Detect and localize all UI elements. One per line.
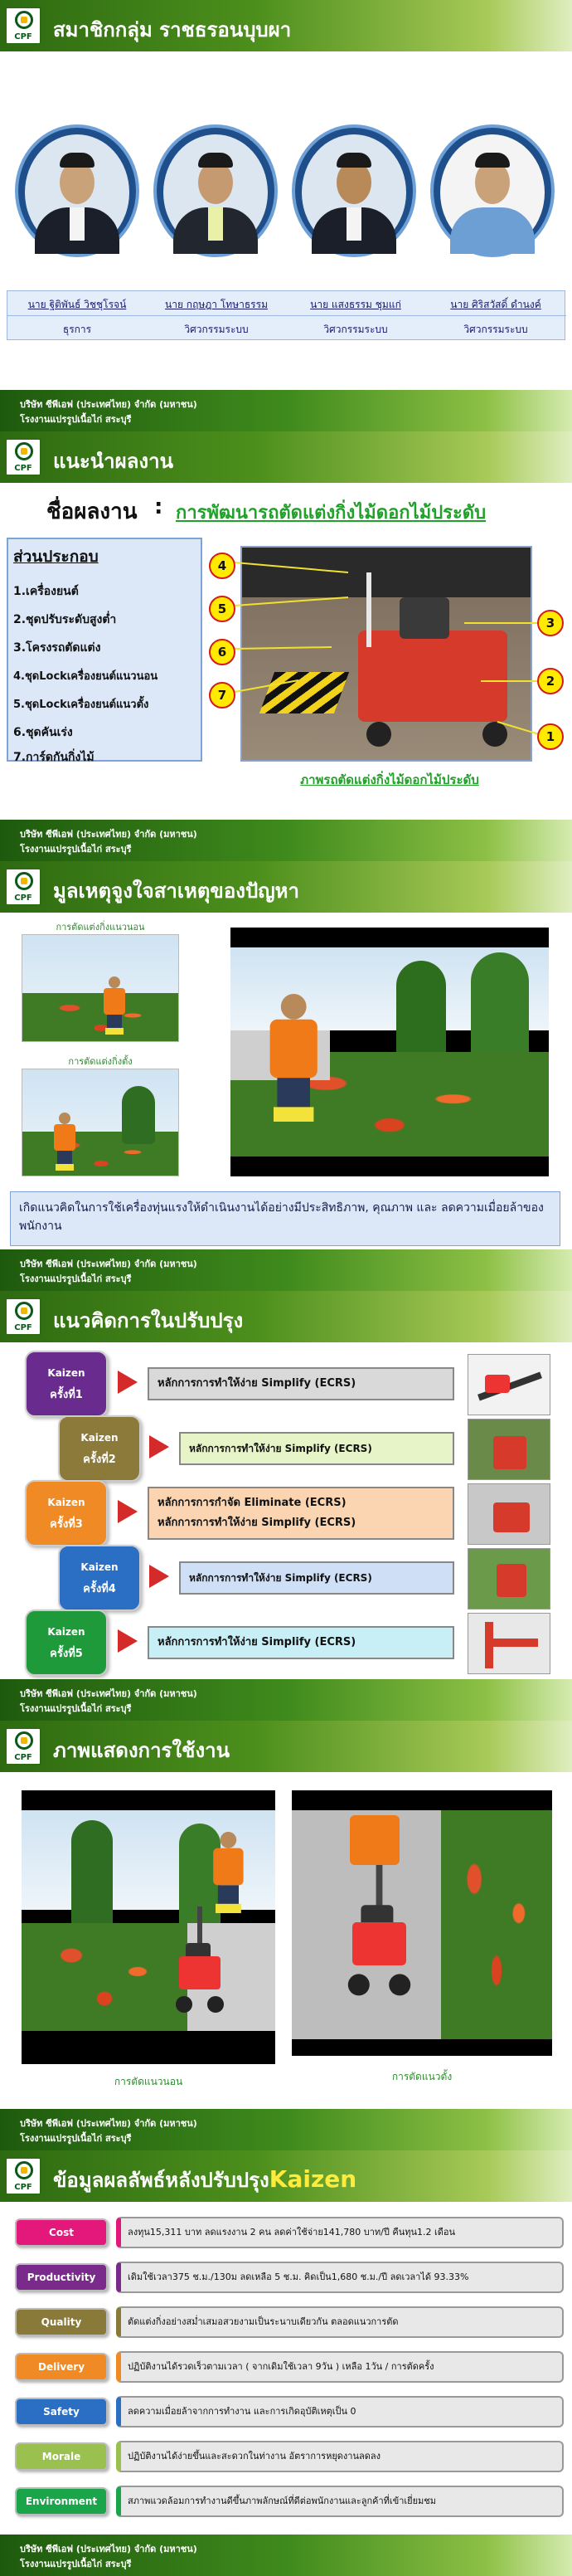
slide-intro [0,431,572,861]
component-item: 3.โครงรถตัดแต่ง [13,641,101,655]
result-category-badge: Delivery [15,2353,108,2381]
motivation-description: เกิดแนวคิดในการใช้เครื่องทุ่นแรงให้ดำเนินงานได้อย่างมีประสิทธิภาพ, คุณภาพ และ ลดความเมื่อยล้าของพนักงาน [10,1191,560,1246]
result-row [8,2215,564,2250]
callout-badge: 7 [209,682,235,709]
kaizen-principle-box: หลักการการทำให้ง่าย Simplify (ECRS) [179,1561,454,1595]
footer-bar [0,1679,572,1721]
result-value-box: สภาพแวดล้อมการทำงานดีขึ้นภาพลักษณ์ที่ดีต่อพนักงานและลูกค้าที่เข้าเยี่ยมชม [116,2486,564,2517]
member-role: วิศวกรรมระบบ [184,324,249,335]
slide-title: มูลเหตุจูงใจสาเหตุของปัญหา [53,879,299,903]
kaizen-badge: Kaizen ครั้งที่2 [58,1415,141,1482]
callout-lines [0,431,572,861]
kaizen-badge: Kaizen ครั้งที่3 [25,1480,108,1546]
footer-company: บริษัท ซีพีเอฟ (ประเทศไทย) จำกัด (มหาชน) [20,2544,197,2554]
member-name: นาย กฤษฎา โทษาธรรม [165,299,268,310]
callout-badge: 6 [209,639,235,665]
footer-plant: โรงงานแปรรูปเนื้อไก่ สระบุรี [20,1703,132,1714]
kaizen-photo [468,1483,550,1545]
kaizen-principle-box: หลักการการทำให้ง่าย Simplify (ECRS) [148,1626,454,1659]
horizontal-cut-photo [22,1790,275,2064]
kaizen-principle-box: หลักการการทำให้ง่าย Simplify (ECRS) [148,1367,454,1400]
photo-caption: การตัดแนวนอน [114,2076,183,2087]
result-row [8,2260,564,2295]
result-category-badge: Quality [15,2308,108,2336]
kaizen-photo [468,1613,550,1674]
component-item: 5.ชุดLockเครื่องยนต์แนวตั้ง [13,699,149,711]
kaizen-principle-box: หลักการการทำให้ง่าย Simplify (ECRS) [179,1432,454,1465]
slide-title: ภาพแสดงการใช้งาน [53,1739,230,1762]
component-item: 7.การ์ดกันกิ่งไม้ [13,751,95,764]
callout-badge: 4 [209,553,235,579]
kaizen-badge: Kaizen ครั้งที่1 [25,1351,108,1417]
cpf-logo: CPF [5,1727,41,1765]
cpf-logo: CPF [5,868,41,906]
result-value-box: ปฏิบัติงานได้ง่ายขึ้นและสะดวกในท่างาน อัตราการหยุดงานลดลง [116,2441,564,2472]
header-bar [0,0,572,51]
result-value-box: ลดความเมื่อยล้าจากการทำงาน และการเกิดอุบัติเหตุเป็น 0 [116,2396,564,2427]
result-category-badge: Morale [15,2442,108,2471]
arrow-icon [118,1371,138,1394]
result-value-box: ลงทุน15,311 บาท ลดแรงงาน 2 คน ลดค่าใช้จ่าย141,780 บาท/ปี คืนทุน1.2 เดือน [116,2217,564,2248]
kaizen-badge: Kaizen ครั้งที่5 [25,1609,108,1676]
work-label: ชื่อผลงาน [46,499,138,524]
slide-improvement [0,1291,572,1721]
member-photo [292,124,416,257]
kaizen-photo [468,1419,550,1480]
vertical-trim-photo [22,1069,179,1176]
slide-usage [0,1721,572,2150]
arrow-icon [118,1500,138,1523]
footer-plant: โรงงานแปรรูปเนื้อไก่ สระบุรี [20,2559,132,2569]
photo-caption: ภาพรถตัดแต่งกิ่งไม้ดอกไม้ประดับ [300,772,479,787]
work-name: การพัฒนารถตัดแต่งกิ่งไม้ดอกไม้ประดับ [176,503,487,523]
footer-company: บริษัท ซีพีเอฟ (ประเทศไทย) จำกัด (มหาชน) [20,2118,197,2129]
result-category-badge: Safety [15,2398,108,2426]
result-category-badge: Environment [15,2487,108,2515]
header-bar [0,861,572,913]
photo-caption: การตัดแนวตั้ง [391,2071,453,2082]
member-name-table [7,290,565,340]
worker-photo [230,928,549,1176]
footer-company: บริษัท ซีพีเอฟ (ประเทศไทย) จำกัด (มหาชน) [20,829,197,840]
cpf-logo: CPF [5,7,41,45]
footer-bar [0,390,572,431]
arrow-icon [118,1629,138,1653]
component-item: 6.ชุดคันเร่ง [13,726,73,739]
component-item: 2.ชุดปรับระดับสูงต่ำ [13,613,117,626]
member-photo [430,124,555,257]
member-name: นาย ฐิติพันธ์ วิชชุโรจน์ [27,299,127,310]
result-row [8,2394,564,2429]
vertical-cut-photo [292,1790,552,2056]
member-role: ธุรการ [62,324,92,335]
member-photo [15,124,139,257]
callout-badge: 1 [537,723,564,750]
result-row [8,2305,564,2340]
footer-bar [0,1249,572,1291]
slide-results [0,2150,572,2576]
slide-title: สมาชิกกลุ่ม ราชธรอนบุบผา [53,18,292,41]
component-item: 4.ชุดLockเครื่องยนต์แนวนอน [13,670,158,683]
callout-badge: 5 [209,596,235,622]
footer-plant: โรงงานแปรรูปเนื้อไก่ สระบุรี [20,1273,132,1284]
footer-bar [0,2109,572,2150]
header-bar [0,1291,572,1342]
arrow-icon [149,1565,169,1588]
member-name: นาย ศิริสวัสดิ์ ดำนงค์ [450,299,541,310]
work-colon: : [154,494,163,519]
slide-title: แนะนำผลงาน [53,450,174,473]
footer-plant: โรงงานแปรรูปเนื้อไก่ สระบุรี [20,2133,132,2144]
arrow-icon [149,1435,169,1458]
result-row [8,2350,564,2384]
header-bar [0,1721,572,1772]
slide-members [0,0,572,431]
result-row [8,2484,564,2519]
callout-badge: 3 [537,610,564,636]
kaizen-principle-box: หลักการการกำจัด Eliminate (ECRS) หลักการการทำให้ง่าย Simplify (ECRS) [148,1487,454,1540]
callout-badge: 2 [537,668,564,694]
result-category-badge: Productivity [15,2263,108,2291]
result-value-box: ตัดแต่งกิ่งอย่างสม่ำเสมอสวยงามเป็นระนาบเดียวกัน ตลอดแนวการตัด [116,2306,564,2338]
slide-motivation [0,861,572,1291]
result-category-badge: Cost [15,2218,108,2247]
footer-plant: โรงงานแปรรูปเนื้อไก่ สระบุรี [20,414,132,425]
slide-title: ข้อมูลผลลัพธ์หลังปรับปรุงKaizen [53,2165,357,2193]
photo-caption: การตัดแต่งกิ่งตั้ง [68,1056,133,1067]
footer-bar [0,2535,572,2576]
kaizen-photo [468,1354,550,1415]
cpf-logo: CPF [5,1298,41,1336]
member-photo [153,124,278,257]
result-row [8,2439,564,2474]
result-value-box: เดิมใช้เวลา375 ช.ม./130ม ลดเหลือ 5 ช.ม. คิดเป็น1,680 ช.ม./ปี ลดเวลาได้ 93.33% [116,2262,564,2293]
component-item: 1.เครื่องยนต์ [13,585,79,598]
components-title: ส่วนประกอบ [13,548,99,566]
footer-company: บริษัท ซีพีเอฟ (ประเทศไทย) จำกัด (มหาชน) [20,1688,197,1699]
kaizen-photo [468,1548,550,1609]
member-name: นาย แสงธรรม ชุมแก่ [310,299,401,310]
member-role: วิศวกรรมระบบ [463,324,528,335]
header-bar [0,2150,572,2202]
result-value-box: ปฏิบัติงานได้รวดเร็วตามเวลา ( จากเดิมใช้เวลา 9วัน ) เหลือ 1วัน / การตัดครั้ง [116,2351,564,2383]
footer-company: บริษัท ซีพีเอฟ (ประเทศไทย) จำกัด (มหาชน) [20,1259,197,1269]
horizontal-trim-photo [22,934,179,1042]
footer-plant: โรงงานแปรรูปเนื้อไก่ สระบุรี [20,844,132,855]
member-role: วิศวกรรมระบบ [323,324,388,335]
cpf-logo: CPF [5,2157,41,2195]
footer-bar [0,820,572,861]
kaizen-badge: Kaizen ครั้งที่4 [58,1545,141,1611]
footer-company: บริษัท ซีพีเอฟ (ประเทศไทย) จำกัด (มหาชน) [20,399,197,410]
photo-caption: การตัดแต่งกิ่งแนวนอน [56,922,145,933]
slide-title: แนวคิดการในปรับปรุง [53,1309,244,1332]
cpf-logo: CPF [5,438,41,476]
